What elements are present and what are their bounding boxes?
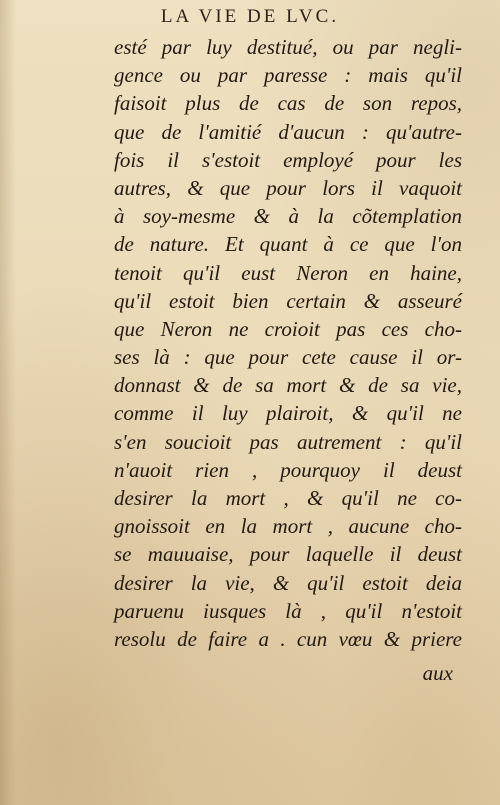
text-line: tenoit qu'il eust Neron en haine, [114,260,462,285]
text-line: à soy-mesme & à la cõtemplation [114,204,462,229]
text-line: que de l'amitié d'aucun : qu'autre- [114,119,462,144]
catchword: aux [422,661,453,685]
text-line: paruenu iusques là , qu'il n'estoit [114,598,462,623]
text-line: comme il luy plairoit, & qu'il ne [114,401,462,426]
text-line: fois il s'estoit employé pour les [114,147,462,172]
text-line: que Neron ne croioit pas ces cho- [114,316,462,341]
text-line: se mauuaise, pour laquelle il deust [114,542,462,567]
text-line: gnoissoit en la mort , aucune cho- [114,514,462,539]
text-line: resolu de faire a . cun vœu & priere [114,626,462,651]
text-line: faisoit plus de cas de son repos, [114,91,462,116]
text-line: qu'il estoit bien certain & asseuré [114,288,462,313]
text-line: n'auoit rien , pourquoy il deust [114,457,462,482]
text-line: de nature. Et quant à ce que l'on [114,232,462,257]
text-line: gence ou par paresse : mais qu'il [114,63,462,88]
text-line: s'en soucioit pas autrement : qu'il [114,429,462,454]
text-line: ses là : que pour cete cause il or- [114,345,462,370]
text-line: desirer la mort , & qu'il ne co- [114,486,462,510]
text-line: autres, & que pour lors il vaquoit [114,175,462,200]
page-gutter-shadow [0,0,16,805]
text-line: donnast & de sa mort & de sa vie, [114,373,462,398]
text-line: esté par luy destitué, ou par negli- [114,35,462,59]
running-head: LA VIE DE LVC. [160,6,340,27]
body-text [114,33,462,653]
text-line: desirer la vie, & qu'il estoit deia [114,570,462,595]
